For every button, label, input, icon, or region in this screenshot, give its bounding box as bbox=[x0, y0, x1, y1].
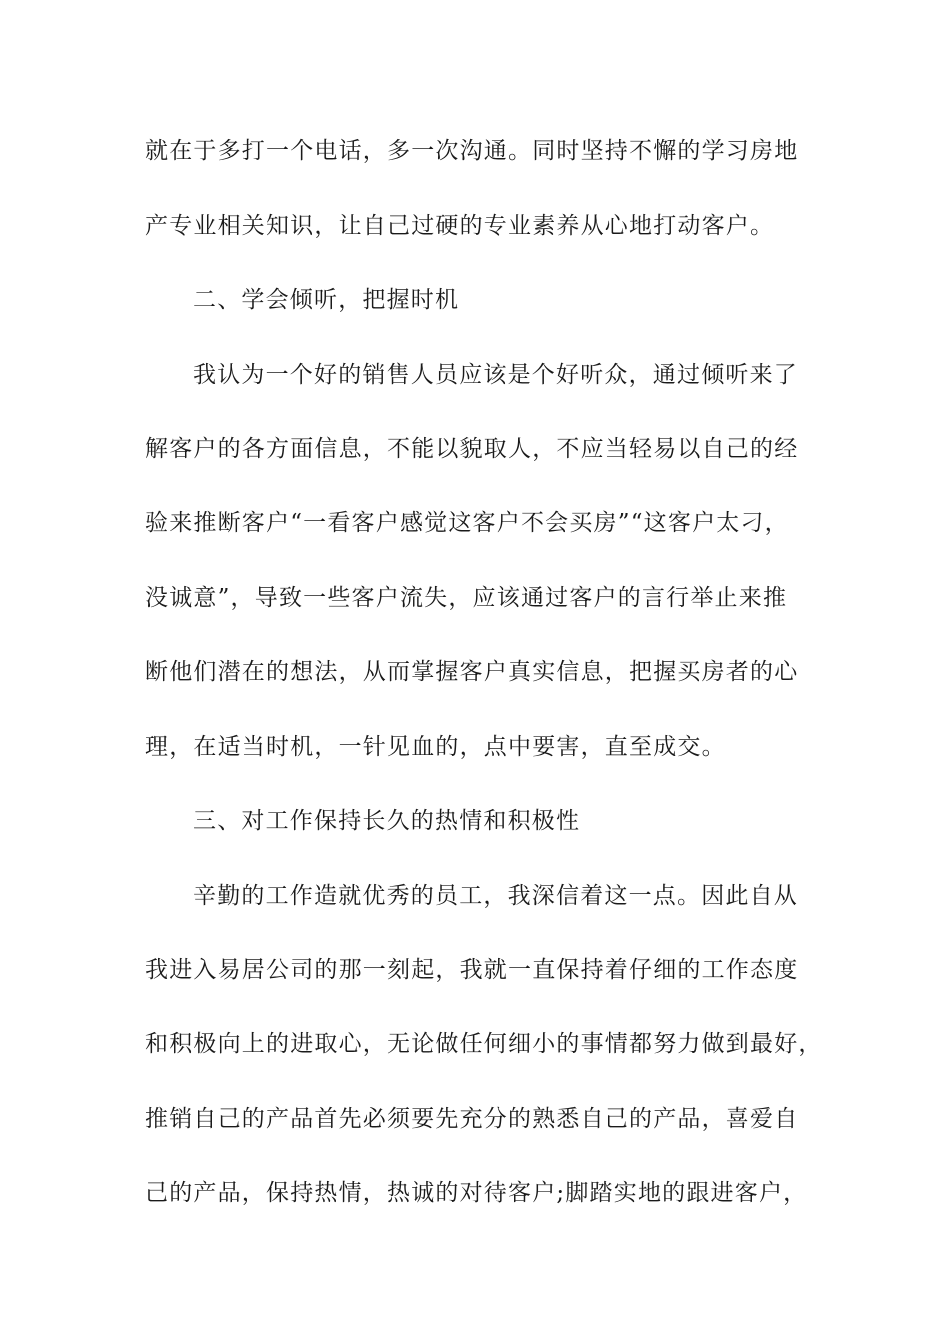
body-line: 产专业相关知识，让自己过硬的专业素养从心地打动客户。 bbox=[145, 213, 775, 239]
body-line: 和积极向上的进取心，无论做任何细小的事情都努力做到最好， bbox=[145, 1031, 823, 1057]
body-line: 我认为一个好的销售人员应该是个好听众，通过倾听来了 bbox=[193, 362, 798, 388]
section-heading: 二、学会倾听，把握时机 bbox=[193, 287, 460, 313]
body-line: 推销自己的产品首先必须要先充分的熟悉自己的产品，喜爱自 bbox=[145, 1106, 799, 1132]
body-line: 己的产品，保持热情，热诚的对待客户;脚踏实地的跟进客户， bbox=[145, 1180, 808, 1206]
body-line: 理，在适当时机，一针见血的，点中要害，直至成交。 bbox=[145, 734, 726, 760]
body-line: 解客户的各方面信息，不能以貌取人，不应当轻易以自己的经 bbox=[145, 436, 799, 462]
body-line: 没诚意”，导致一些客户流失，应该通过客户的言行举止来推 bbox=[145, 585, 788, 611]
body-line: 验来推断客户“一看客户感觉这客户不会买房”“这客户太刁， bbox=[145, 510, 789, 536]
body-line: 断他们潜在的想法，从而掌握客户真实信息，把握买房者的心 bbox=[145, 659, 799, 685]
body-line: 就在于多打一个电话，多一次沟通。同时坚持不懈的学习房地 bbox=[145, 138, 799, 164]
body-line: 辛勤的工作造就优秀的员工，我深信着这一点。因此自从 bbox=[193, 883, 798, 909]
body-line: 我进入易居公司的那一刻起，我就一直保持着仔细的工作态度 bbox=[145, 957, 799, 983]
section-heading: 三、对工作保持长久的热情和积极性 bbox=[193, 808, 581, 834]
